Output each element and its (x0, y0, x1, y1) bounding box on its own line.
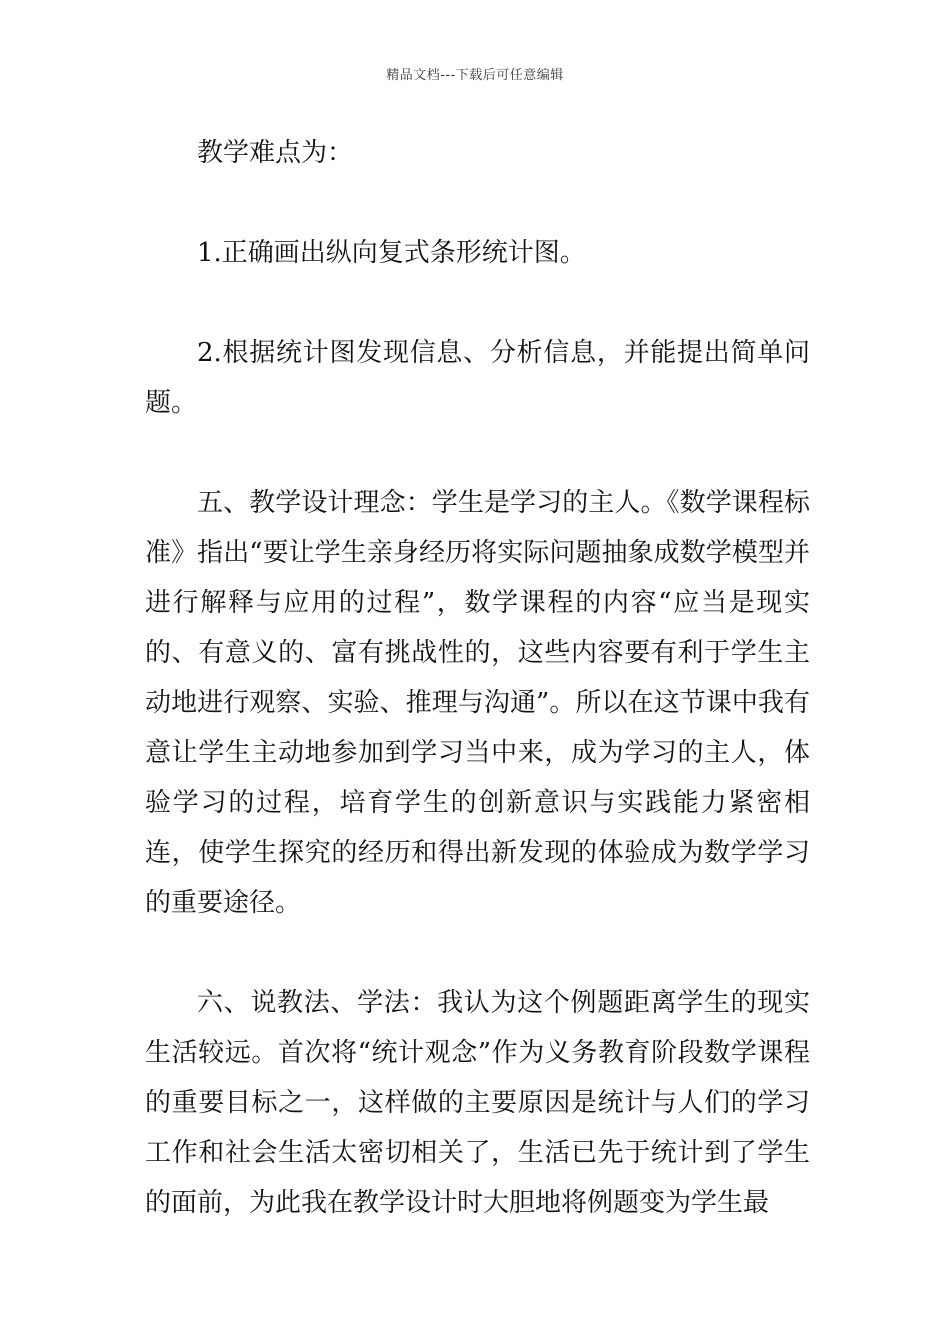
page-header: 精品文档---下载后可任意编辑 (386, 68, 564, 83)
paragraph-teaching-method: 六、说教法、学法：我认为这个例题距离学生的现实生活较远。首次将“统计观念”作为义务教育阶段数学课程的重要目标之一，这样做的主要原因是统计与人们的学习工作和社会生活太密切相关了，生活已先于统计到了学生的面前，为此我在教学设计时大胆地将例题变为学生最 (145, 988, 810, 1218)
paragraph-difficulty-heading: 教学难点为： (197, 138, 354, 168)
paragraph-design-concept: 五、教学设计理念：学生是学习的主人。《数学课程标准》指出“要让学生亲身经历将实际问题抽象成数学模型并进行解释与应用的过程”，数学课程的内容“应当是现实的、有意义的、富有挑战性的，这些内容要有利于学生主动地进行观察、实验、推理与沟通”。所以在这节课中我有意让学生主动地参加到学习当中来，成为学习的主人，体验学习的过程，培育学生的创新意识与实践能力紧密相连，使学生探究的经历和得出新发现的体验成为数学学习的重要途径。 (145, 488, 810, 918)
paragraph-difficulty-2: 2.根据统计图发现信息、分析信息，并能提出简单问题。 (145, 338, 810, 418)
paragraph-difficulty-1: 1.正确画出纵向复式条形统计图。 (197, 238, 586, 268)
document-body (145, 128, 810, 1228)
